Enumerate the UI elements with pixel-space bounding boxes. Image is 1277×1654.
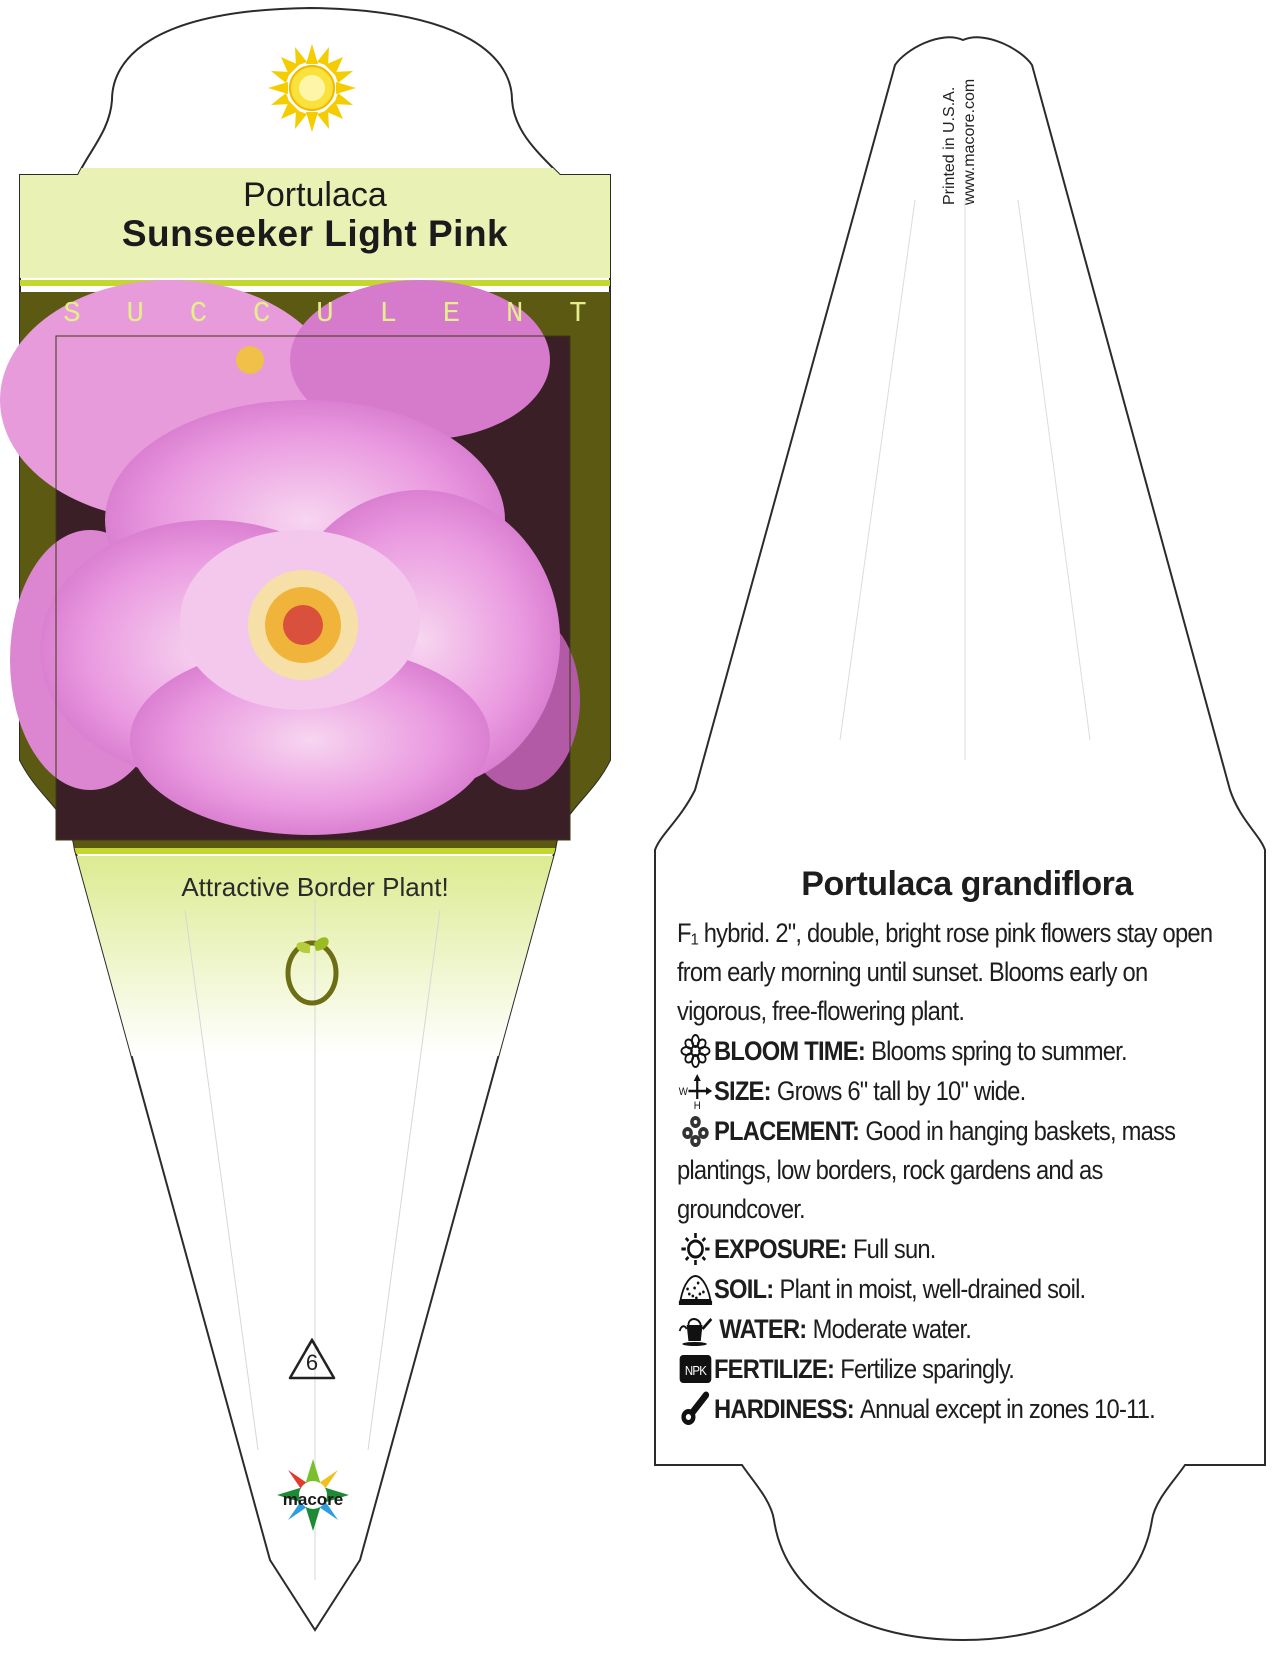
placement-plants-icon [677, 1113, 714, 1149]
printed-line: Printed in U.S.A. [941, 86, 958, 205]
care-text-continued: plantings, low borders, rock gardens and as [677, 1155, 1103, 1185]
recycle-number: 6 [305, 1350, 319, 1375]
category-letter: C [253, 297, 271, 330]
care-text: Good in hanging baskets, mass [865, 1115, 1176, 1146]
care-body [677, 914, 1258, 1429]
svg-text:NPK: NPK [684, 1363, 707, 1379]
bloom-time-row [677, 1031, 1258, 1071]
plant-cultivar: Sunseeker Light Pink [121, 213, 509, 254]
care-text: Annual except in zones 10-11. [860, 1393, 1155, 1424]
svg-text:W: W [678, 1086, 688, 1099]
size-arrows-icon [677, 1073, 714, 1109]
npk-fertilizer-icon [677, 1351, 714, 1387]
care-text: Moderate water. [812, 1313, 972, 1344]
description-line: vigorous, free-flowering plant. [677, 996, 965, 1026]
category-letter: U [316, 297, 334, 330]
care-text: Plant in moist, well-drained soil. [779, 1273, 1086, 1304]
care-label: WATER: [719, 1313, 807, 1344]
category-letter: T [569, 297, 587, 330]
category-label [55, 297, 595, 331]
care-label: FERTILIZE: [713, 1353, 835, 1384]
care-text: Fertilize sparingly. [840, 1353, 1015, 1384]
tagline: Attractive Border Plant! [181, 872, 449, 902]
header-rule [20, 280, 610, 286]
hardiness-row [677, 1389, 1258, 1429]
placement-row [677, 1111, 1258, 1151]
brand-name: macore [282, 1490, 344, 1509]
plant-genus: Portulaca [243, 176, 387, 214]
care-label: PLACEMENT: [713, 1115, 860, 1146]
care-text: Full sun. [852, 1233, 936, 1264]
care-label: SOIL: [713, 1273, 774, 1304]
printed-in-usa [940, 79, 980, 205]
svg-text:H: H [693, 1100, 700, 1109]
website-line: www.macore.com [961, 78, 978, 205]
care-label: HARDINESS: [713, 1393, 854, 1424]
size-row [677, 1071, 1258, 1111]
category-letter: L [379, 297, 397, 330]
soil-row [677, 1269, 1258, 1309]
flower-photo [0, 280, 580, 840]
watering-can-icon [677, 1311, 714, 1347]
care-text: Grows 6" tall by 10" wide. [776, 1075, 1026, 1106]
fertilize-row [677, 1349, 1258, 1389]
category-letter: C [189, 297, 208, 330]
species-name: Portulaca grandiflora [801, 865, 1133, 903]
care-label: SIZE: [713, 1075, 771, 1106]
category-letter: U [126, 297, 144, 330]
description-line: from early morning until sunset. Blooms early on [677, 957, 1148, 987]
care-label: BLOOM TIME: [713, 1035, 865, 1066]
care-text: Blooms spring to summer. [871, 1035, 1127, 1066]
category-letter: N [506, 297, 524, 330]
thermometer-icon [677, 1391, 714, 1427]
water-row [677, 1309, 1258, 1349]
care-text-continued: groundcover. [677, 1194, 805, 1224]
care-label: EXPOSURE: [713, 1233, 847, 1264]
exposure-row [677, 1229, 1258, 1269]
category-letter: S [63, 297, 81, 330]
care-info [677, 865, 1257, 1429]
soil-mound-icon [677, 1271, 714, 1307]
sun-icon [268, 44, 356, 132]
description-line: F₁ hybrid. 2", double, bright rose pink flowers stay open [677, 918, 1213, 948]
sun-outline-icon [677, 1231, 714, 1267]
category-letter: E [442, 297, 461, 330]
flower-outline-icon [677, 1033, 714, 1069]
